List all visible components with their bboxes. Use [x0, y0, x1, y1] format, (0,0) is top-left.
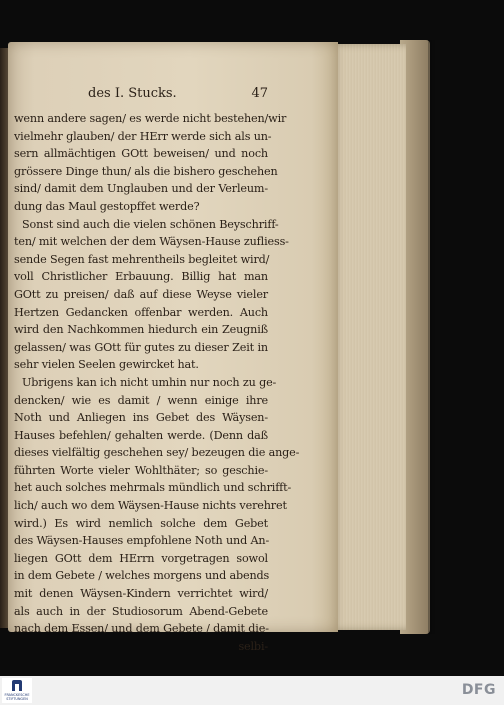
text-lines: [14, 110, 300, 655]
text-line: sind/ damit dem Unglauben und der Verleum-: [14, 182, 268, 196]
page-block-edges: [330, 44, 406, 630]
library-caption: FRANCKESCHE STIFTUNGEN: [4, 693, 30, 701]
text-line: grössere Dinge thun/ als die bishero geschehen: [14, 164, 278, 178]
text-line: voll Christlicher Erbauung. Billig hat man: [14, 270, 268, 284]
cover-shadow: [428, 40, 436, 634]
text-line: GOtt zu preisen/ daß auf diese Weyse vieler: [14, 287, 268, 301]
page-number: 47: [251, 86, 268, 101]
text-line: des Wäysen-Hauses empfohlene Noth und An-: [14, 534, 270, 548]
text-line: sende Segen fast mehrentheils begleitet wird/: [14, 252, 270, 266]
text-line: wird den Nachkommen hiedurch ein Zeugniß: [14, 323, 268, 337]
text-line: Sonst sind auch die vielen schönen Beyschriff-: [22, 217, 279, 231]
running-head: [88, 86, 268, 104]
text-line: führten Worte vieler Wohlthäter; so geschie-: [14, 463, 268, 477]
catchword: selbi-: [238, 639, 268, 653]
text-line: dencken/ wie es damit / wenn einige ihre: [14, 393, 268, 407]
text-line: het auch solches mehrmals mündlich und schrifft-: [14, 481, 292, 495]
text-line: dung das Maul gestopffet werde?: [14, 199, 200, 213]
text-line: Hertzen Gedancken offenbar werden. Auch: [14, 305, 268, 319]
text-line: sehr vielen Seelen gewircket hat.: [14, 358, 199, 372]
text-line: sern allmächtigen GOtt beweisen/ und noch: [14, 147, 268, 161]
text-line: ten/ mit welchen der dem Wäysen-Hause zufliess-: [14, 235, 289, 249]
text-line: lich/ auch wo dem Wäysen-Hause nichts verehret: [14, 499, 287, 513]
library-building-icon: [12, 680, 22, 691]
text-line: wird.) Es wird nemlich solche dem Gebet: [14, 516, 268, 530]
text-line: mit denen Wäysen-Kindern verrichtet wird/: [14, 587, 268, 601]
viewer-footer-bar: [0, 676, 504, 705]
text-line: in dem Gebete / welches morgens und abends: [14, 569, 270, 583]
text-line: Ubrigens kan ich nicht umhin nur noch zu ge-: [22, 375, 277, 389]
text-line: Hauses befehlen/ gehalten werde. (Denn daß: [14, 428, 268, 442]
text-line: vielmehr glauben/ der HErr werde sich als un-: [14, 129, 272, 143]
dfg-logo[interactable]: DFG: [461, 682, 496, 698]
text-line: als auch in der Studiosorum Abend-Gebete: [14, 604, 268, 618]
text-line: Noth und Anliegen ins Gebet des Wäysen-: [14, 411, 268, 425]
text-line: liegen GOtt dem HErrn vorgetragen sowol: [14, 551, 268, 565]
running-title: des I. Stucks.: [88, 86, 177, 101]
text-line: nach dem Essen/ und dem Gebete / damit die-: [14, 622, 269, 636]
text-line: wenn andere sagen/ es werde nicht bestehen/wir: [14, 112, 287, 125]
library-logo[interactable]: [2, 678, 32, 703]
text-line: gelassen/ was GOtt für gutes zu dieser Zeit in: [14, 340, 268, 354]
text-line: dieses vielfältig geschehen sey/ bezeugen die ange-: [14, 446, 300, 460]
